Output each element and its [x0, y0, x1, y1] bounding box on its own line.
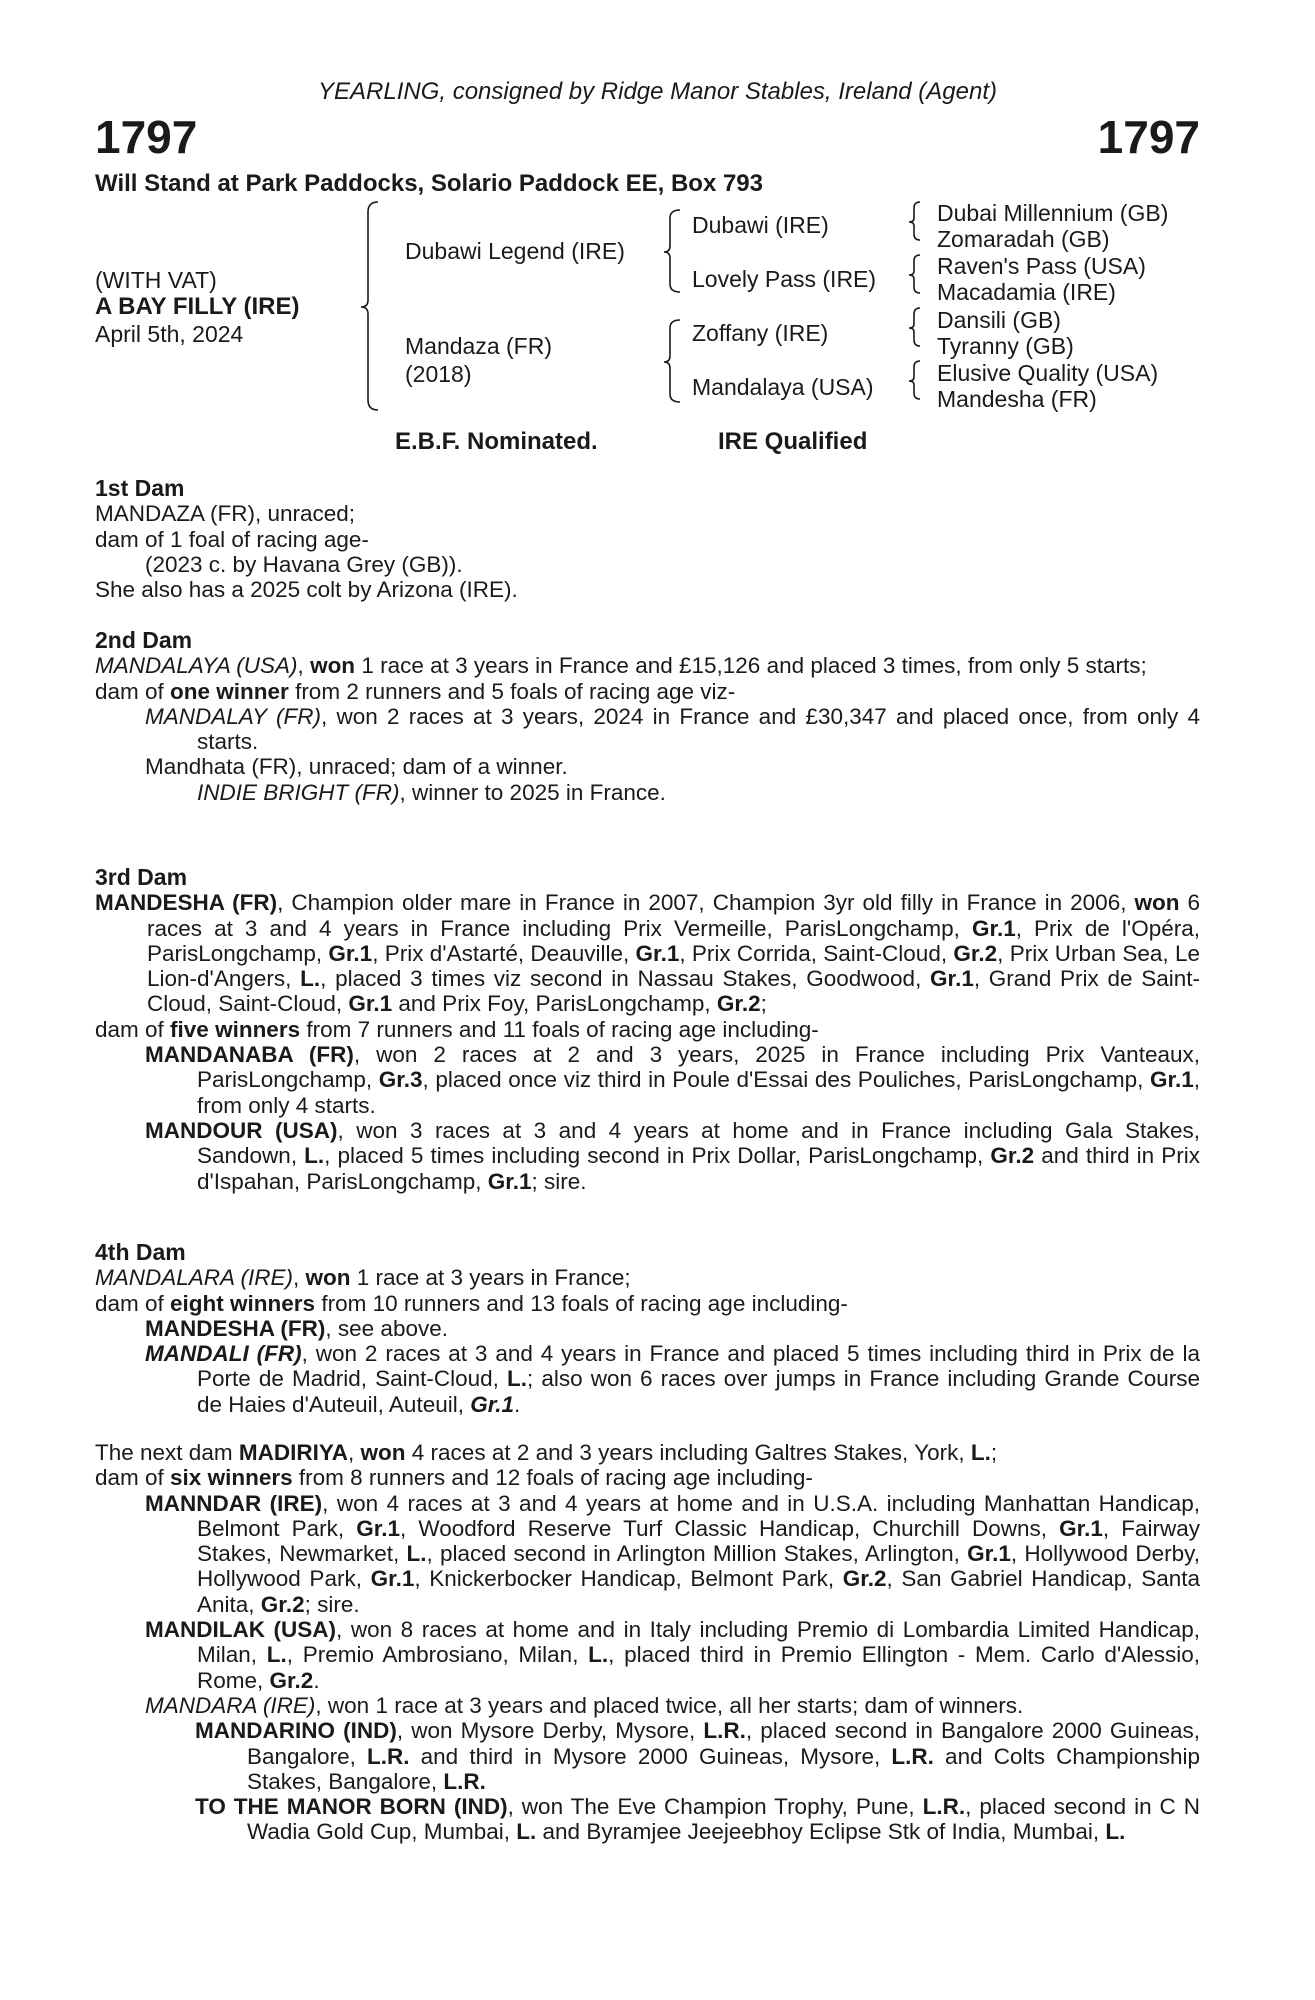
brace-g3 — [909, 308, 920, 346]
pedigree-g1: Dubai Millennium (GB) — [937, 200, 1169, 226]
brace-g2 — [909, 255, 920, 293]
pedigree-g2: Zomaradah (GB) — [937, 226, 1110, 252]
first-dam-line: MANDAZA (FR), unraced; — [95, 501, 356, 527]
first-dam-line: She also has a 2025 colt by Arizona (IRE). — [95, 577, 518, 603]
first-dam-section — [95, 476, 1200, 602]
produce-entry: MANDESHA (FR), see above. — [145, 1315, 448, 1341]
pedigree-g6: Tyranny (GB) — [937, 333, 1074, 359]
pedigree-g8: Mandesha (FR) — [937, 386, 1097, 412]
horse-name: A BAY FILLY (IRE) — [95, 293, 300, 320]
produce-summary: dam of eight winners from 10 runners and 13 foals of racing age including- — [95, 1290, 848, 1316]
third-dam-heading: 3rd Dam — [95, 864, 188, 890]
foaling-date: April 5th, 2024 — [95, 321, 244, 347]
produce-summary: dam of one winner from 2 runners and 5 foals of racing age viz- — [95, 678, 736, 704]
pedigree-g7: Elusive Quality (USA) — [937, 360, 1159, 386]
pedigree-g3: Raven's Pass (USA) — [937, 253, 1146, 279]
horse-name: MANDALAYA (USA) — [95, 653, 298, 679]
horse-name: MANDALI (FR) — [145, 1341, 302, 1367]
vat-label: (WITH VAT) — [95, 267, 217, 293]
produce-entry: MANDALAY (FR), won 2 races at 3 years, 2024 in France and £30,347 and placed once, from only 4 starts. — [145, 703, 1201, 755]
horse-name: MANDESHA (FR) — [95, 890, 278, 916]
first-dam-line: dam of 1 foal of racing age- — [95, 526, 369, 552]
produce-entry: MANDALI (FR), won 2 races at 3 and 4 years in France and placed 5 times including third in Prix de la Porte de Madrid, Saint-Cloud, L.; also won 6 races over jumps in France including Grande Course de Haies d'Auteuil, Auteuil, Gr.1. — [145, 1341, 1200, 1417]
consignor-line: YEARLING, consigned by Ridge Manor Stables, Ireland (Agent) — [317, 78, 998, 105]
first-dam-foal: (2023 c. by Havana Grey (GB)). — [145, 551, 463, 577]
pedigree-sire: Dubawi Legend (IRE) — [405, 238, 625, 264]
horse-name: MANDARINO (IND) — [195, 1718, 397, 1744]
lot-number-left: 1797 — [95, 111, 198, 163]
lot-number-right: 1797 — [1097, 111, 1200, 163]
fourth-dam-record: MANDALARA (IRE), won 1 race at 3 years in France; — [95, 1265, 631, 1291]
horse-name: INDIE BRIGHT (FR) — [197, 779, 400, 805]
produce-entry: MANDOUR (USA), won 3 races at 3 and 4 years at home and in France including Gala Stakes, Sandown, L., placed 5 times including second in Prix Dollar, ParisLongchamp, Gr.2 and third in Prix d'Ispahan, ParisLongchamp, Gr.1; sire. — [145, 1117, 1201, 1194]
horse-name: MADIRIYA — [238, 1440, 349, 1465]
ebf-nominated: E.B.F. Nominated. — [395, 428, 598, 455]
pedigree-dam: Mandaza (FR) — [405, 333, 552, 359]
fourth-dam-section — [95, 1240, 1200, 1417]
produce-summary: dam of six winners from 8 runners and 12 foals of racing age including- — [95, 1465, 813, 1491]
fourth-dam-heading: 4th Dam — [95, 1239, 186, 1265]
produce-entry: MANDARINO (IND), won Mysore Derby, Mysore, L.R., placed second in Bangalore 2000 Guineas, Bangalore, L.R. and third in Mysore 2000 Guineas, Mysore, L.R. and Colts Championship Stakes, Bangalore, L.R. — [195, 1718, 1200, 1794]
produce-entry: TO THE MANOR BORN (IND), won The Eve Champion Trophy, Pune, L.R., placed second in C N Wadia Gold Cup, Mumbai, L. and Byramjee Jeejeebhoy Eclipse Stk of India, Mumbai, L. — [195, 1794, 1200, 1845]
brace-g4 — [909, 361, 920, 399]
horse-name: MANDILAK (USA) — [145, 1617, 337, 1643]
produce-entry: MANDARA (IRE), won 1 race at 3 years and placed twice, all her starts; dam of winners. — [145, 1692, 1024, 1718]
ire-qualified: IRE Qualified — [718, 428, 868, 455]
third-dam-record: MANDESHA (FR), Champion older mare in France in 2007, Champion 3yr old filly in France in 2006, won 6 races at 3 and 4 years in France including Prix Vermeille, ParisLongchamp, Gr.1, Prix de l'Opéra, ParisLongchamp, Gr.1, Prix d'Astarté, Deauville, Gr.1, Prix Corrida, Saint-Cloud, Gr.2, Prix Urban Sea, Le Lion-d'Angers, L., placed 3 times viz second in Nassau Stakes, Goodwood, Gr.1, Grand Prix de Saint-Cloud, Saint-Cloud, Gr.1 and Prix Foy, ParisLongchamp, Gr.2; — [95, 890, 1201, 1017]
horse-name: MANNDAR (IRE) — [145, 1490, 323, 1516]
produce-entry: MANDANABA (FR), won 2 races at 2 and 3 years, 2025 in France including Prix Vanteaux, ParisLongchamp, Gr.3, placed once viz third in Poule d'Essai des Pouliches, ParisLongchamp, Gr.1, from only 4 starts. — [145, 1042, 1200, 1118]
second-dam-record: MANDALAYA (USA), won 1 race at 3 years in France and £15,126 and placed 3 times, from only 5 starts; — [95, 653, 1147, 679]
brace-main — [361, 202, 378, 410]
brace-g1 — [909, 202, 920, 240]
second-dam-heading: 2nd Dam — [95, 627, 193, 653]
brace-dam — [664, 320, 680, 402]
produce-entry: INDIE BRIGHT (FR), winner to 2025 in France. — [197, 779, 666, 805]
horse-name: MANDARA (IRE) — [145, 1692, 316, 1718]
produce-entry: MANDILAK (USA), won 8 races at home and in Italy including Premio di Lombardia Limited Handicap, Milan, L., Premio Ambrosiano, Milan, L., placed third in Premio Ellington - Mem. Carlo d'Alessio, Rome, Gr.2. — [145, 1617, 1200, 1693]
first-dam-heading: 1st Dam — [95, 475, 185, 501]
next-dam-section — [95, 1440, 1200, 1845]
pedigree-g4: Macadamia (IRE) — [937, 279, 1116, 305]
horse-name: MANDESHA (FR) — [145, 1315, 326, 1341]
second-dam-section — [95, 628, 1200, 805]
pedigree-sire-dam: Lovely Pass (IRE) — [692, 266, 877, 292]
pedigree-dam-sire: Zoffany (IRE) — [692, 320, 829, 346]
produce-entry: Mandhata (FR), unraced; dam of a winner. — [145, 754, 568, 780]
pedigree-sire-sire: Dubawi (IRE) — [692, 212, 829, 238]
horse-name: MANDALARA (IRE) — [95, 1265, 293, 1291]
third-dam-section — [95, 865, 1200, 1194]
pedigree-dam-year: (2018) — [405, 361, 472, 387]
pedigree-g5: Dansili (GB) — [937, 307, 1061, 333]
pedigree-dam-dam: Mandalaya (USA) — [692, 374, 874, 400]
horse-name: MANDANABA (FR) — [145, 1042, 354, 1068]
horse-name: TO THE MANOR BORN (IND) — [195, 1794, 508, 1820]
produce-summary: dam of five winners from 7 runners and 11 foals of racing age including- — [95, 1016, 819, 1042]
horse-name: MANDALAY (FR) — [145, 703, 321, 729]
brace-sire — [664, 210, 680, 292]
stand-location: Will Stand at Park Paddocks, Solario Paddock EE, Box 793 — [95, 170, 764, 197]
produce-entry: MANNDAR (IRE), won 4 races at 3 and 4 years at home and in U.S.A. including Manhattan Handicap, Belmont Park, Gr.1, Woodford Reserve Turf Classic Handicap, Churchill Downs, Gr.1, Fairway Stakes, Newmarket, L., placed second in Arlington Million Stakes, Arlington, Gr.1, Hollywood Derby, Hollywood Park, Gr.1, Knickerbocker Handicap, Belmont Park, Gr.2, San Gabriel Handicap, Santa Anita, Gr.2; sire. — [145, 1490, 1201, 1617]
horse-name: MANDOUR (USA) — [145, 1117, 338, 1143]
next-dam-record: The next dam MADIRIYA, won 4 races at 2 and 3 years including Galtres Stakes, York, L.; — [95, 1440, 998, 1465]
